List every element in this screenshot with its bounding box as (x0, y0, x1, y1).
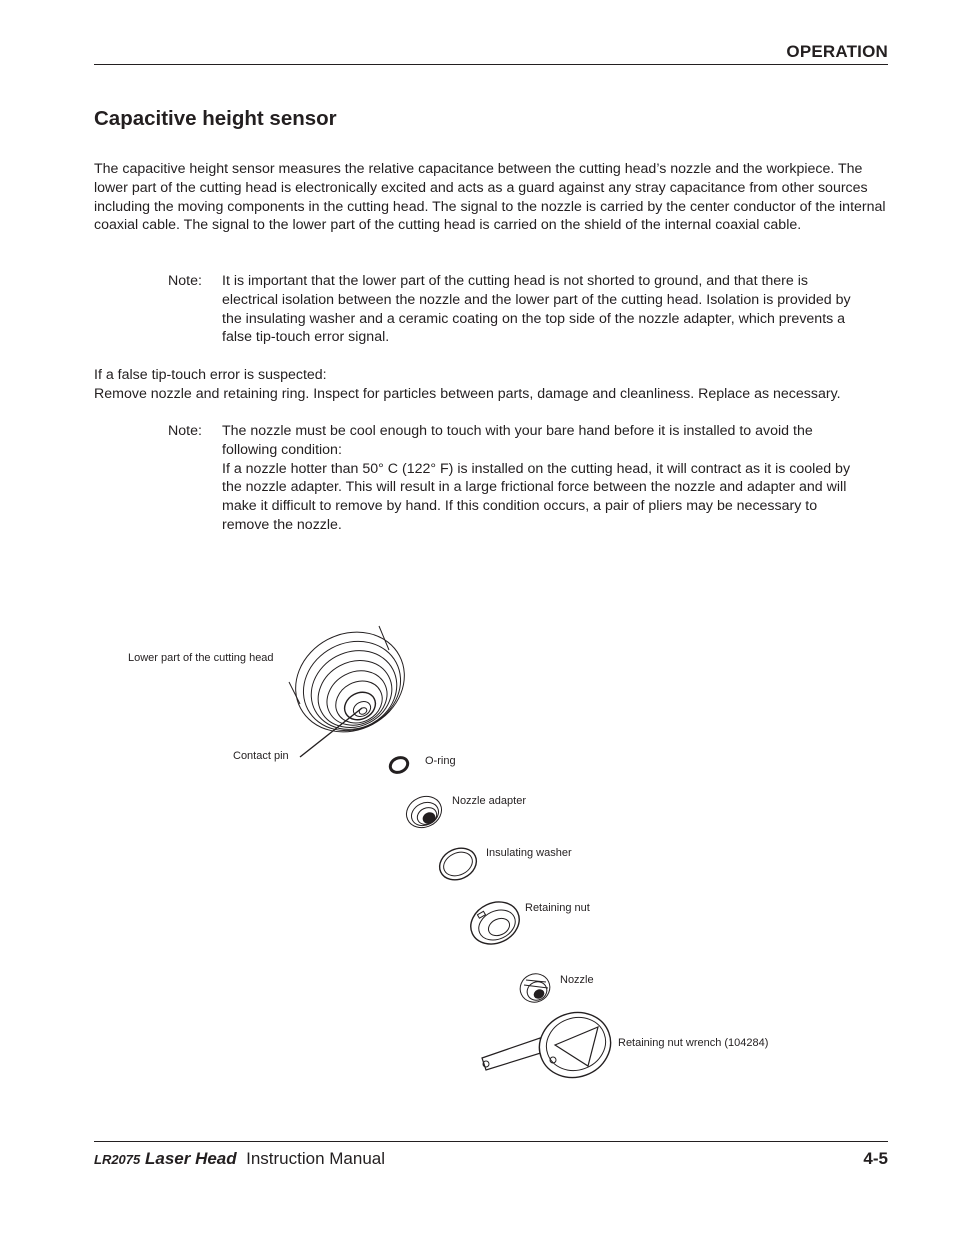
page-number: 4-5 (863, 1149, 888, 1168)
note-label: Note: (168, 273, 202, 289)
false-tip-paragraph (94, 366, 894, 404)
o-ring-drawing (388, 755, 410, 775)
nozzle-adapter-drawing (401, 791, 446, 833)
note-text: It is important that the lower part of the cutting head is not shorted to ground, and that there is electrical isolation between the nozzle and the lower part of the cutting head. Isolation is provided by the insulating washer and a ceramic coating on the top side of the nozzle adapter, which prevents a false tip-touch error signal. (222, 273, 851, 346)
footer-model: LR2075 (94, 1152, 141, 1167)
label-nozzle-adapter: Nozzle adapter (452, 795, 526, 807)
false-tip-line1: If a false tip-touch error is suspected: (94, 367, 327, 383)
wrench-drawing (482, 1003, 620, 1088)
cutting-head-drawing (278, 613, 422, 750)
label-insulating-washer: Insulating washer (486, 847, 572, 859)
nozzle-drawing (515, 969, 554, 1007)
label-retaining-nut: Retaining nut (525, 902, 590, 914)
note-line2: If a nozzle hotter than 50° C (122° F) is installed on the cutting head, it will contract as it is cooled by the nozzle adapter. This will result in a large frictional force between the nozzle and adapter and will make it difficult to remove by hand. If this condition occurs, a pair of pliers may be necessary to remove the nozzle. (222, 460, 851, 533)
footer-title (94, 1149, 385, 1169)
label-wrench: Retaining nut wrench (104284) (618, 1037, 769, 1049)
label-o-ring: O-ring (425, 755, 456, 767)
footer-rule (94, 1141, 888, 1142)
label-contact-pin: Contact pin (233, 750, 289, 762)
header-rule (94, 64, 888, 65)
footer-product (94, 1149, 237, 1168)
note-nozzle-temperature (168, 422, 858, 535)
note-isolation (168, 272, 858, 347)
footer-manual: Instruction Manual (246, 1149, 386, 1168)
insulating-washer-drawing (434, 842, 481, 885)
false-tip-line2: Remove nozzle and retaining ring. Inspect for particles between parts, damage and cleanliness. Replace as necessary. (94, 385, 841, 402)
note-line1: The nozzle must be cool enough to touch with your bare hand before it is installed to avoid the following condition: (222, 423, 813, 458)
note-label: Note: (168, 423, 202, 439)
label-lower-head: Lower part of the cutting head (128, 652, 274, 664)
footer-product-name: Laser Head (144, 1149, 237, 1168)
section-label: OPERATION (786, 42, 888, 61)
note-content (222, 422, 858, 535)
parts-illustration (0, 600, 954, 1110)
intro-paragraph: The capacitive height sensor measures the relative capacitance between the cutting head’s nozzle and the workpiece. The lower part of the cutting head is electronically excited and acts as a guard against any stray capacitance from other sources including the moving components in the cutting head. The signal to the nozzle is carried by the center conductor of the internal coaxial cable. The signal to the lower part of the cutting head is carried on the shield of the internal coaxial cable. (94, 161, 886, 234)
page-title: Capacitive height sensor (94, 107, 337, 130)
label-nozzle: Nozzle (560, 974, 594, 986)
retaining-nut-drawing (464, 894, 526, 951)
parts-diagram (0, 600, 954, 1110)
